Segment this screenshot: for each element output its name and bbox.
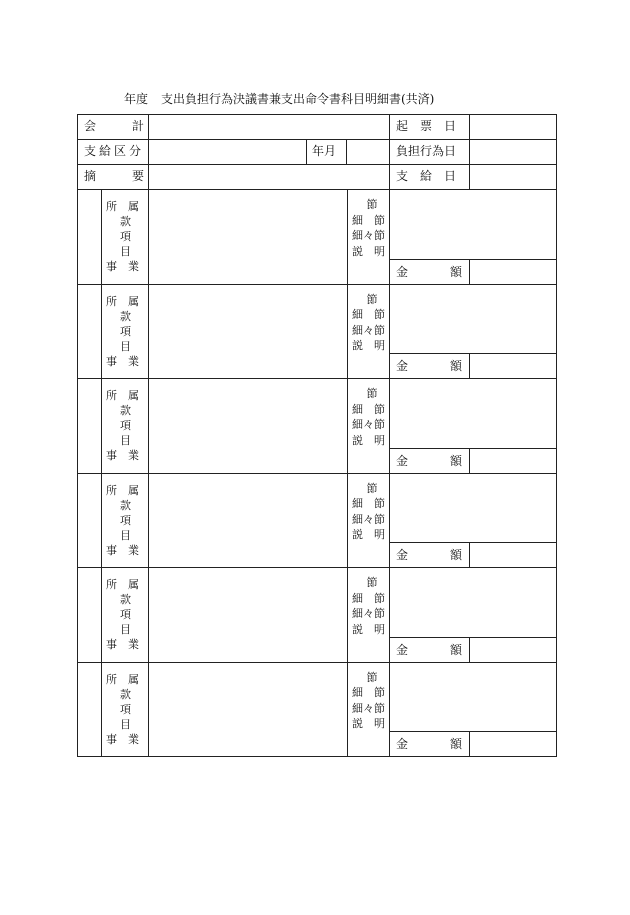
payment-date-label: 支 給 日 bbox=[396, 169, 457, 183]
payment-category-label: 支給区分 bbox=[84, 144, 145, 158]
description-label: 説 明 bbox=[352, 244, 385, 258]
form-name: 支出負担行為決議書兼支出命令書科目明細書(共済) bbox=[161, 92, 435, 106]
account-field[interactable] bbox=[150, 115, 387, 139]
subnode-label: 細 節 bbox=[352, 686, 385, 699]
header-row-divider bbox=[77, 139, 557, 140]
item-block-content-field[interactable] bbox=[150, 475, 345, 566]
item-block-col-divider bbox=[347, 473, 348, 568]
amount-label-char: 額 bbox=[449, 737, 462, 751]
amount-label-char: 金 bbox=[396, 454, 409, 468]
amount-label-char: 額 bbox=[449, 454, 462, 468]
amount-label bbox=[396, 264, 462, 280]
subsubnode-label: 細々節 bbox=[352, 701, 385, 715]
section-label: 款 bbox=[120, 215, 131, 228]
amount-label bbox=[396, 642, 462, 658]
item-block-divider bbox=[77, 567, 557, 568]
affiliation-label: 所 属 bbox=[106, 294, 139, 308]
subnode-label: 細 節 bbox=[352, 213, 385, 227]
section-label: 款 bbox=[120, 498, 131, 512]
label-char: 計 bbox=[131, 119, 144, 133]
item-label: 項 bbox=[120, 324, 131, 338]
label-char: 摘 bbox=[84, 169, 97, 183]
header-col-divider bbox=[469, 114, 470, 190]
category-label: 目 bbox=[120, 623, 131, 636]
amount-label bbox=[396, 547, 462, 563]
affiliation-label: 所 属 bbox=[106, 200, 139, 213]
issue-date-field[interactable] bbox=[470, 115, 555, 139]
amount-label-char: 額 bbox=[449, 548, 462, 562]
node-label: 節 bbox=[366, 198, 378, 211]
subsubnode-label: 細々節 bbox=[352, 229, 385, 242]
project-label: 事 業 bbox=[106, 260, 139, 273]
table-border-top bbox=[77, 114, 557, 115]
item-block-col-divider bbox=[101, 662, 102, 757]
payment-category-field[interactable] bbox=[150, 140, 305, 164]
item-label: 項 bbox=[120, 513, 131, 527]
section-label: 款 bbox=[120, 593, 131, 606]
year-month-field[interactable] bbox=[347, 140, 387, 164]
header-col-divider bbox=[389, 114, 390, 190]
item-block-col-divider bbox=[347, 567, 348, 663]
amount-field[interactable] bbox=[471, 261, 554, 281]
item-block-col-divider bbox=[347, 378, 348, 474]
section-label: 款 bbox=[120, 687, 131, 701]
description-label: 説 明 bbox=[352, 717, 385, 730]
item-block-content-field[interactable] bbox=[150, 664, 345, 755]
node-label: 節 bbox=[366, 387, 378, 400]
summary-field[interactable] bbox=[150, 165, 387, 189]
amount-col-divider bbox=[469, 448, 470, 474]
item-block-content-field[interactable] bbox=[150, 286, 345, 377]
subnode-label: 細 節 bbox=[352, 591, 385, 605]
item-block-col-divider bbox=[101, 284, 102, 379]
category-label: 目 bbox=[120, 528, 131, 542]
amount-label-char: 金 bbox=[396, 359, 409, 373]
category-label: 目 bbox=[120, 717, 131, 731]
subnode-label: 細 節 bbox=[352, 308, 385, 321]
project-label: 事 業 bbox=[106, 732, 139, 746]
amount-col-divider bbox=[469, 731, 470, 757]
year-month-label: 年月 bbox=[312, 144, 337, 158]
node-value-field[interactable] bbox=[391, 191, 554, 256]
amount-label-char: 金 bbox=[396, 548, 409, 562]
affiliation-label: 所 属 bbox=[106, 578, 139, 591]
subsubnode-label: 細々節 bbox=[352, 607, 385, 620]
amount-field[interactable] bbox=[471, 639, 554, 659]
node-value-field[interactable] bbox=[391, 569, 554, 634]
description-label: 説 明 bbox=[352, 528, 385, 541]
affiliation-label: 所 属 bbox=[106, 672, 139, 686]
project-label: 事 業 bbox=[106, 638, 139, 651]
account-label bbox=[84, 118, 144, 134]
item-block-col-divider bbox=[101, 473, 102, 568]
subsubnode-label: 細々節 bbox=[352, 418, 385, 431]
amount-row-divider bbox=[389, 448, 557, 449]
fiscal-year-label: 年度 bbox=[124, 92, 149, 106]
amount-col-divider bbox=[469, 637, 470, 663]
table-border-bottom bbox=[77, 756, 557, 757]
commitment-date-field[interactable] bbox=[470, 140, 555, 164]
item-label: 項 bbox=[120, 608, 131, 621]
node-label: 節 bbox=[366, 292, 378, 306]
amount-label bbox=[396, 358, 462, 374]
amount-col-divider bbox=[469, 542, 470, 568]
node-label: 節 bbox=[366, 576, 378, 589]
subsubnode-label: 細々節 bbox=[352, 512, 385, 526]
item-label: 項 bbox=[120, 419, 131, 432]
item-block-content-field[interactable] bbox=[150, 191, 345, 282]
item-label: 項 bbox=[120, 702, 131, 716]
amount-field[interactable] bbox=[471, 733, 554, 753]
item-block-divider bbox=[77, 378, 557, 379]
table-border-left bbox=[77, 114, 78, 757]
summary-label bbox=[84, 168, 144, 184]
node-value-field[interactable] bbox=[391, 286, 554, 351]
item-block-content-field[interactable] bbox=[150, 569, 345, 660]
amount-field[interactable] bbox=[471, 450, 554, 470]
item-block-content-field[interactable] bbox=[150, 380, 345, 471]
amount-label-char: 額 bbox=[449, 359, 462, 373]
category-label: 目 bbox=[120, 245, 131, 258]
description-label: 説 明 bbox=[352, 433, 385, 447]
header-col-divider bbox=[148, 114, 149, 190]
item-block-col-divider bbox=[347, 284, 348, 379]
issue-date-label: 起 票 日 bbox=[396, 119, 457, 133]
section-label: 款 bbox=[120, 404, 131, 417]
description-label: 説 明 bbox=[352, 339, 385, 352]
amount-label-char: 金 bbox=[396, 643, 409, 657]
amount-label-char: 額 bbox=[449, 643, 462, 657]
category-label: 目 bbox=[120, 434, 131, 447]
amount-label bbox=[396, 453, 462, 469]
amount-row-divider bbox=[389, 353, 557, 354]
project-label: 事 業 bbox=[106, 543, 139, 557]
item-block-col-divider bbox=[101, 567, 102, 663]
subsubnode-label: 細々節 bbox=[352, 323, 385, 337]
commitment-date-label: 負担行為日 bbox=[396, 144, 457, 158]
affiliation-label: 所 属 bbox=[106, 483, 139, 497]
node-label: 節 bbox=[366, 670, 378, 684]
amount-label bbox=[396, 736, 462, 752]
affiliation-label: 所 属 bbox=[106, 389, 139, 402]
table-border-right bbox=[556, 114, 557, 757]
item-block-col-divider bbox=[347, 189, 348, 285]
node-value-field[interactable] bbox=[391, 475, 554, 540]
node-value-field[interactable] bbox=[391, 664, 554, 729]
node-value-field[interactable] bbox=[391, 380, 554, 445]
amount-col-divider bbox=[469, 259, 470, 285]
amount-row-divider bbox=[389, 637, 557, 638]
label-char: 要 bbox=[131, 169, 144, 183]
header-col-divider bbox=[346, 139, 347, 165]
subnode-label: 細 節 bbox=[352, 402, 385, 416]
item-block-col-divider bbox=[347, 662, 348, 757]
header-row-divider bbox=[77, 164, 557, 165]
header-row-divider bbox=[77, 189, 557, 190]
amount-row-divider bbox=[389, 731, 557, 732]
project-label: 事 業 bbox=[106, 449, 139, 462]
amount-row-divider bbox=[389, 259, 557, 260]
section-label: 款 bbox=[120, 309, 131, 323]
amount-row-divider bbox=[389, 542, 557, 543]
node-label: 節 bbox=[366, 481, 378, 495]
amount-field[interactable] bbox=[471, 355, 554, 375]
item-block-col-divider bbox=[101, 189, 102, 285]
header-col-divider bbox=[306, 139, 307, 165]
label-char: 会 bbox=[84, 119, 97, 133]
category-label: 目 bbox=[120, 339, 131, 353]
description-label: 説 明 bbox=[352, 622, 385, 636]
payment-date-field[interactable] bbox=[470, 165, 555, 189]
item-block-col-divider bbox=[101, 378, 102, 474]
amount-label-char: 額 bbox=[449, 265, 462, 279]
project-label: 事 業 bbox=[106, 354, 139, 368]
amount-label-char: 金 bbox=[396, 265, 409, 279]
amount-col-divider bbox=[469, 353, 470, 379]
amount-field[interactable] bbox=[471, 544, 554, 564]
subnode-label: 細 節 bbox=[352, 497, 385, 510]
item-label: 項 bbox=[120, 230, 131, 243]
amount-label-char: 金 bbox=[396, 737, 409, 751]
